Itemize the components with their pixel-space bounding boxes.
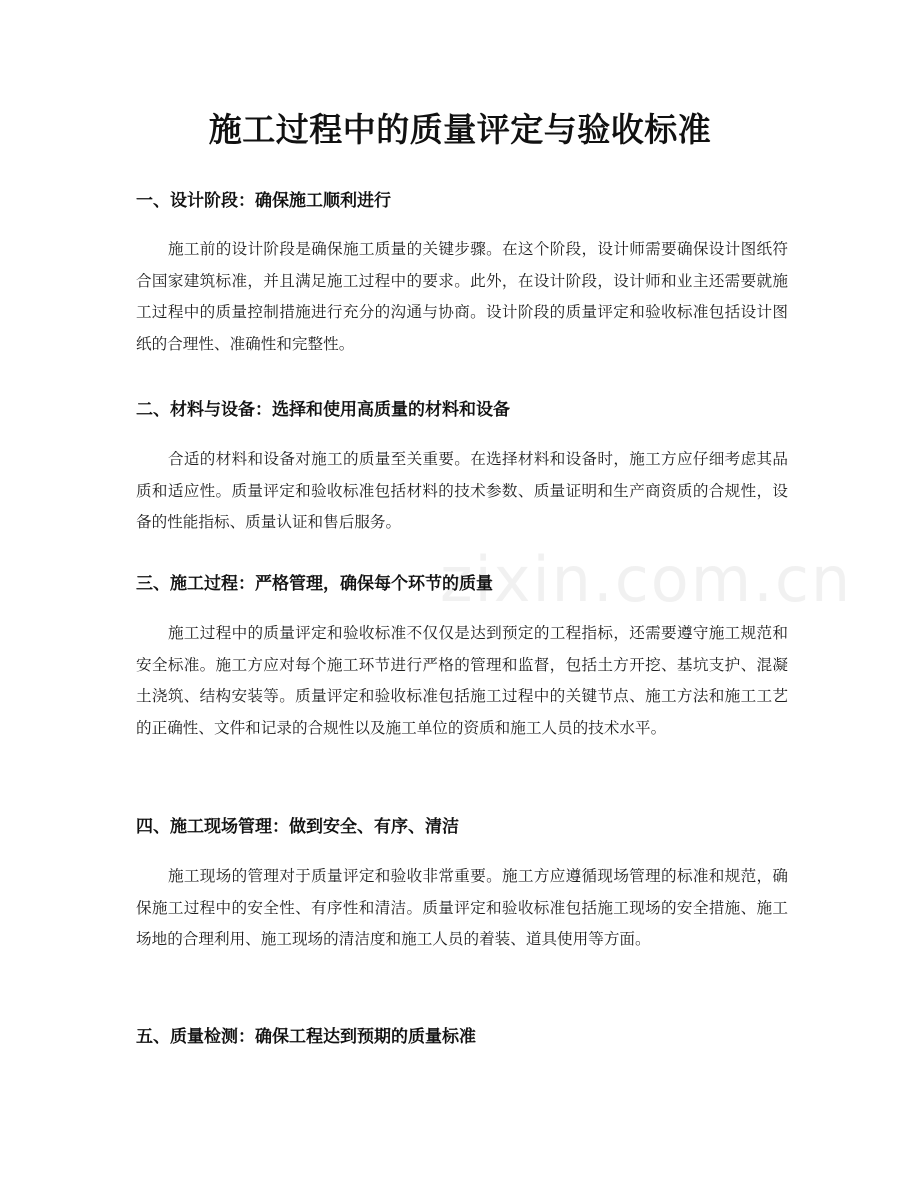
section-paragraph-3: 施工过程中的质量评定和验收标准不仅仅是达到预定的工程指标，还需要遵守施工规范和安全标准。施工方应对每个施工环节进行严格的管理和监督，包括土方开挖、基坑支护、混凝土浇筑、结构安装等。质量评定和验收标准包括施工过程中的关键节点、施工方法和施工工艺的正确性、文件和记录的合规性以及施工单位的资质和施工人员的技术水平。	[136, 624, 788, 737]
section-paragraph-2: 合适的材料和设备对施工的质量至关重要。在选择材料和设备时，施工方应仔细考虑其品质和适应性。质量评定和验收标准包括材料的技术参数、质量证明和生产商资质的合规性，设备的性能指标、质量认证和售后服务。	[136, 450, 788, 531]
section-heading-4: 四、施工现场管理：做到安全、有序、清洁	[136, 817, 459, 837]
section-heading-3: 三、施工过程：严格管理，确保每个环节的质量	[136, 574, 493, 594]
section-heading-1: 一、设计阶段：确保施工顺利进行	[136, 191, 391, 211]
watermark: zixin.com.cn	[440, 543, 853, 616]
document-title: 施工过程中的质量评定与验收标准	[208, 110, 712, 149]
section-heading-5: 五、质量检测：确保工程达到预期的质量标准	[136, 1027, 476, 1047]
section-paragraph-4: 施工现场的管理对于质量评定和验收非常重要。施工方应遵循现场管理的标准和规范，确保施工过程中的安全性、有序性和清洁。质量评定和验收标准包括施工现场的安全措施、施工场地的合理利用、施工现场的清洁度和施工人员的着装、道具使用等方面。	[136, 867, 788, 948]
section-paragraph-1: 施工前的设计阶段是确保施工质量的关键步骤。在这个阶段，设计师需要确保设计图纸符合国家建筑标准，并且满足施工过程中的要求。此外，在设计阶段，设计师和业主还需要就施工过程中的质量控制措施进行充分的沟通与协商。设计阶段的质量评定和验收标准包括设计图纸的合理性、准确性和完整性。	[136, 240, 788, 353]
section-heading-2: 二、材料与设备：选择和使用高质量的材料和设备	[136, 400, 510, 420]
